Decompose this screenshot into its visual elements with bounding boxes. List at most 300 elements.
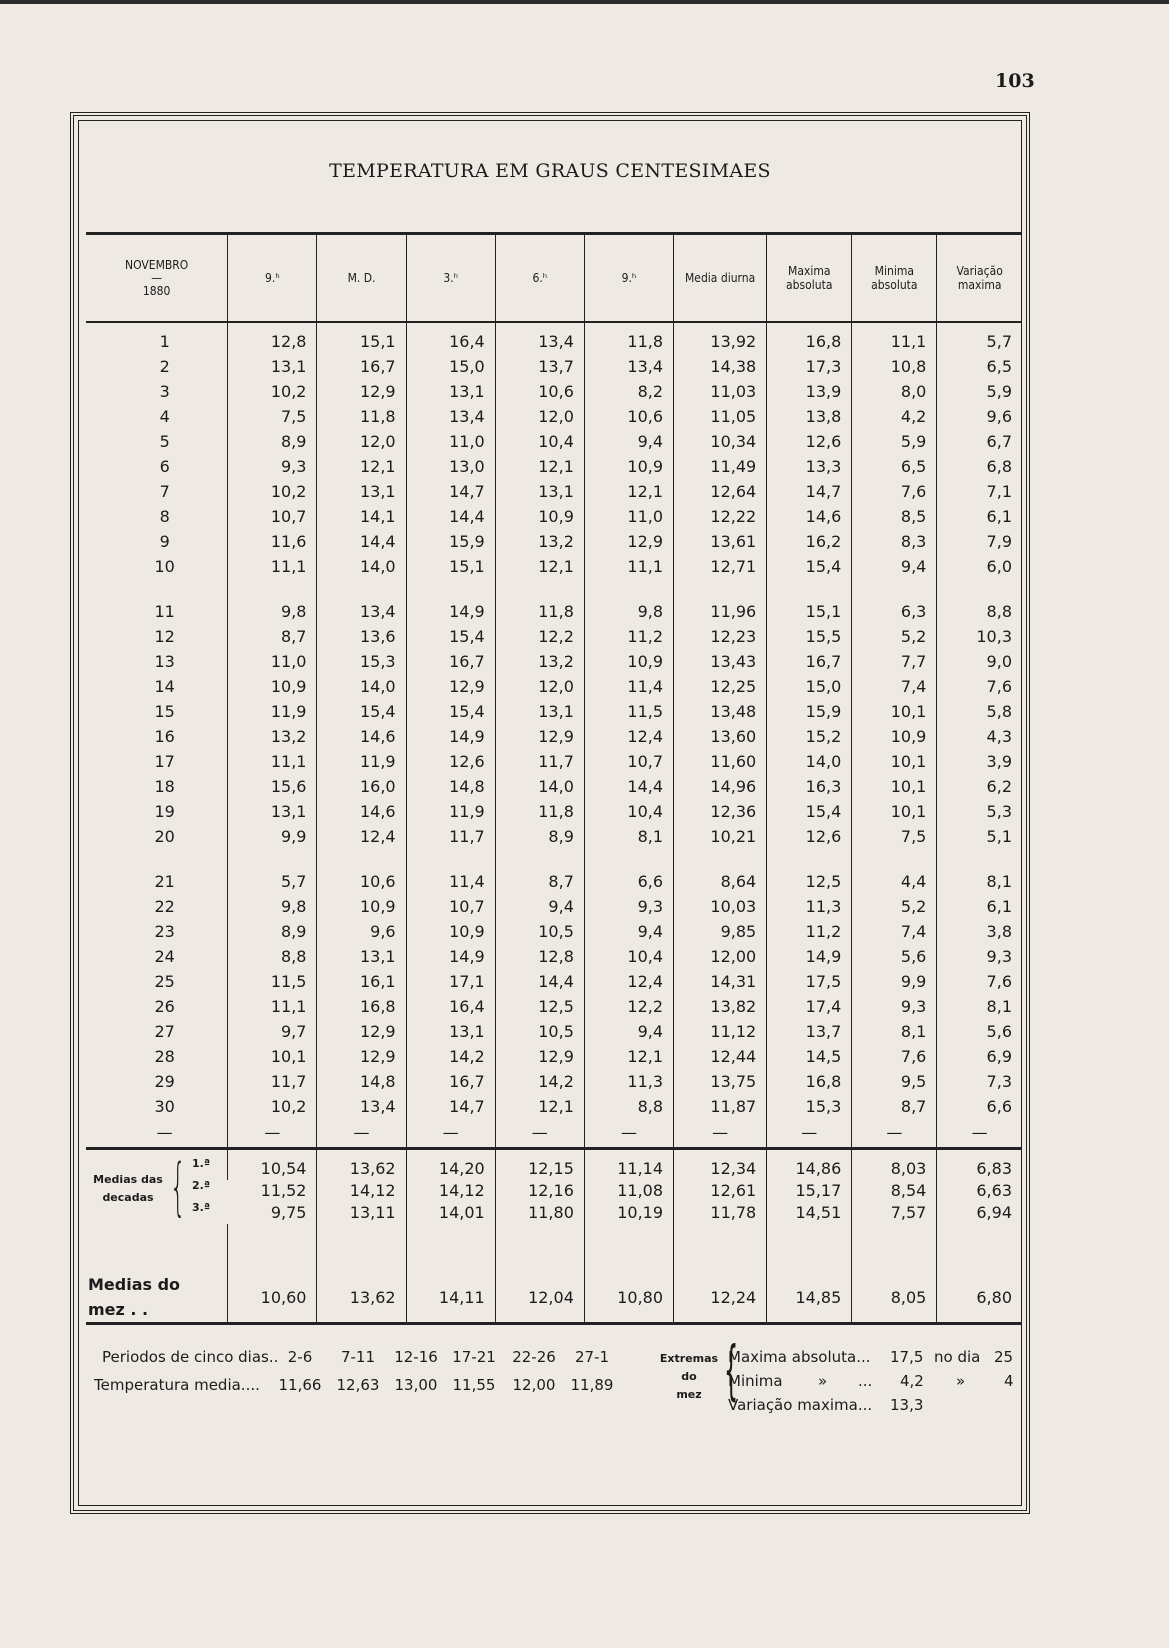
day-cell: 2 xyxy=(159,357,170,376)
day-cell: 17 xyxy=(154,752,175,771)
value-cell: 14,6 xyxy=(767,504,852,529)
dash-cell: — xyxy=(767,1119,852,1149)
value-cell: 12,4 xyxy=(584,969,673,994)
header-year: 1880 xyxy=(142,284,171,298)
extremas-minima-dia-ditto: » xyxy=(956,1372,966,1390)
value-cell: 13,1 xyxy=(495,699,584,724)
value-cell: 16,4 xyxy=(406,994,495,1019)
decadas-brace: { xyxy=(170,1150,186,1223)
value-cell: 16,3 xyxy=(767,774,852,799)
value-cell: 11,4 xyxy=(584,674,673,699)
value-cell: 12,71 xyxy=(674,554,767,579)
value-cell: 14,4 xyxy=(584,774,673,799)
value-cell: 7,6 xyxy=(852,479,937,504)
periodo-cell: 2-6 xyxy=(287,1348,313,1366)
value-cell: 12,36 xyxy=(674,799,767,824)
value-cell: 12,64 xyxy=(674,479,767,504)
value-cell: 8,8 xyxy=(228,944,317,969)
value-cell: 8,8 xyxy=(937,599,1022,624)
value-cell: 14,2 xyxy=(495,1069,584,1094)
value-cell: 14,8 xyxy=(406,774,495,799)
value-cell: 12,1 xyxy=(317,454,406,479)
table-row xyxy=(86,994,1022,1019)
value-cell: 10,8 xyxy=(852,354,937,379)
value-cell: 8,7 xyxy=(495,869,584,894)
table-row xyxy=(86,599,1022,624)
value-cell: 14,7 xyxy=(406,1094,495,1119)
gap-cell xyxy=(406,1224,495,1272)
value-cell: 8,3 xyxy=(852,529,937,554)
value-cell: 15,4 xyxy=(406,624,495,649)
value-cell: 13,1 xyxy=(406,379,495,404)
day-cell: 27 xyxy=(154,1022,175,1041)
page-number: 103 xyxy=(995,70,1035,92)
value-cell: 17,1 xyxy=(406,969,495,994)
value-cell: 15,1 xyxy=(406,554,495,579)
spacer-cell xyxy=(767,579,852,599)
value-cell: 13,75 xyxy=(674,1069,767,1094)
value-cell: 12,6 xyxy=(767,429,852,454)
value-cell: 13,43 xyxy=(674,649,767,674)
decada-ordinal: 1.ª xyxy=(192,1157,211,1170)
value-cell: 14,0 xyxy=(767,749,852,774)
value-cell: 14,9 xyxy=(767,944,852,969)
gap-cell xyxy=(852,1224,937,1272)
value-cell: 15,1 xyxy=(767,599,852,624)
table-row xyxy=(86,1019,1022,1044)
value-cell: 12,9 xyxy=(584,529,673,554)
spacer-cell xyxy=(406,849,495,869)
decada-value-cell: 7,57 xyxy=(852,1202,937,1224)
value-cell: 8,1 xyxy=(584,824,673,849)
page-top-edge xyxy=(0,0,1169,4)
decade-spacer-row xyxy=(86,849,1022,869)
value-cell: 13,2 xyxy=(228,724,317,749)
value-cell: 14,8 xyxy=(317,1069,406,1094)
periodo-cell: 17-21 xyxy=(452,1348,496,1366)
value-cell: 5,8 xyxy=(937,699,1022,724)
value-cell: 14,4 xyxy=(317,529,406,554)
value-cell: 9,3 xyxy=(852,994,937,1019)
medias-decadas-line1: Medias das xyxy=(93,1173,163,1186)
day-cell: 25 xyxy=(154,972,175,991)
value-cell: 5,7 xyxy=(937,322,1022,354)
day-cell: 10 xyxy=(154,557,175,576)
value-cell: 12,2 xyxy=(584,994,673,1019)
dash-cell: — xyxy=(228,1119,317,1149)
extremas-label xyxy=(654,1350,724,1404)
value-cell: 8,7 xyxy=(228,624,317,649)
value-cell: 6,2 xyxy=(937,774,1022,799)
value-cell: 7,4 xyxy=(852,674,937,699)
decada-value-cell: 10,54 xyxy=(228,1149,317,1181)
table-row xyxy=(86,429,1022,454)
value-cell: 9,6 xyxy=(317,919,406,944)
value-cell: 9,6 xyxy=(937,404,1022,429)
value-cell: 12,0 xyxy=(317,429,406,454)
dash-cell: — xyxy=(317,1119,406,1149)
gap-cell xyxy=(767,1224,852,1272)
value-cell: 14,6 xyxy=(317,724,406,749)
extremas-label-line2: do xyxy=(681,1370,697,1383)
value-cell: 12,0 xyxy=(495,674,584,699)
value-cell: 5,2 xyxy=(852,624,937,649)
value-cell: 10,2 xyxy=(228,479,317,504)
value-cell: 11,8 xyxy=(317,404,406,429)
extremas-minima-ditto: » xyxy=(818,1372,828,1390)
value-cell: 14,7 xyxy=(767,479,852,504)
spacer-cell xyxy=(317,579,406,599)
value-cell: 16,7 xyxy=(406,649,495,674)
value-cell: 13,3 xyxy=(767,454,852,479)
value-cell: 10,21 xyxy=(674,824,767,849)
value-cell: 9,8 xyxy=(228,894,317,919)
decada-value-cell: 6,63 xyxy=(937,1180,1022,1202)
spacer-cell xyxy=(86,849,228,869)
value-cell: 11,3 xyxy=(767,894,852,919)
day-cell: 6 xyxy=(159,457,170,476)
decada-value-cell: 13,11 xyxy=(317,1202,406,1224)
day-cell: 14 xyxy=(154,677,175,696)
value-cell: 5,9 xyxy=(937,379,1022,404)
value-cell: 11,2 xyxy=(767,919,852,944)
value-cell: 4,2 xyxy=(852,404,937,429)
table-row xyxy=(86,454,1022,479)
value-cell: 6,9 xyxy=(937,1044,1022,1069)
value-cell: 13,2 xyxy=(495,649,584,674)
value-cell: 15,1 xyxy=(317,322,406,354)
extremas-maxima-dia-label: no dia xyxy=(934,1348,981,1366)
value-cell: 14,0 xyxy=(317,554,406,579)
value-cell: 11,05 xyxy=(674,404,767,429)
value-cell: 15,4 xyxy=(406,699,495,724)
value-cell: 10,2 xyxy=(228,379,317,404)
value-cell: 14,7 xyxy=(406,479,495,504)
temp-media-cell: 12,63 xyxy=(336,1376,380,1394)
value-cell: 10,9 xyxy=(584,649,673,674)
value-cell: 12,8 xyxy=(228,322,317,354)
decada-value-cell: 6,83 xyxy=(937,1149,1022,1181)
value-cell: 12,6 xyxy=(767,824,852,849)
day-cell: 18 xyxy=(154,777,175,796)
value-cell: 5,6 xyxy=(852,944,937,969)
value-cell: 12,9 xyxy=(317,379,406,404)
mes-value-cell: 13,62 xyxy=(317,1272,406,1324)
table-row xyxy=(86,504,1022,529)
spacer-cell xyxy=(317,849,406,869)
value-cell: 15,9 xyxy=(767,699,852,724)
value-cell: 10,9 xyxy=(317,894,406,919)
spacer-cell xyxy=(674,579,767,599)
table-row xyxy=(86,404,1022,429)
table-row xyxy=(86,749,1022,774)
value-cell: 12,1 xyxy=(495,1094,584,1119)
mes-value-cell: 10,80 xyxy=(584,1272,673,1324)
value-cell: 10,7 xyxy=(228,504,317,529)
table-row xyxy=(86,869,1022,894)
value-cell: 14,9 xyxy=(406,724,495,749)
header-col-9h-night: 9.ʰ xyxy=(584,234,673,323)
value-cell: 6,1 xyxy=(937,894,1022,919)
value-cell: 13,82 xyxy=(674,994,767,1019)
value-cell: 11,7 xyxy=(495,749,584,774)
value-cell: 11,1 xyxy=(852,322,937,354)
header-month-year xyxy=(86,234,228,323)
table-row xyxy=(86,969,1022,994)
extremas-label-line3: mez xyxy=(676,1388,702,1401)
gap-row xyxy=(86,1224,1022,1272)
extremas-maxima xyxy=(728,1348,1014,1366)
header-dash: — xyxy=(151,271,163,285)
decada-value-cell: 14,12 xyxy=(317,1180,406,1202)
value-cell: 9,7 xyxy=(228,1019,317,1044)
extremas-variacao-value: 13,3 xyxy=(890,1396,924,1414)
value-cell: 13,4 xyxy=(317,599,406,624)
spacer-cell xyxy=(937,579,1022,599)
value-cell: 15,3 xyxy=(767,1094,852,1119)
decada-value-cell: 14,20 xyxy=(406,1149,495,1181)
value-cell: 10,7 xyxy=(584,749,673,774)
value-cell: 7,5 xyxy=(852,824,937,849)
value-cell: 6,5 xyxy=(852,454,937,479)
value-cell: 9,9 xyxy=(228,824,317,849)
value-cell: 13,1 xyxy=(495,479,584,504)
value-cell: 13,60 xyxy=(674,724,767,749)
medias-decadas-label xyxy=(86,1149,228,1225)
value-cell: 7,5 xyxy=(228,404,317,429)
spacer-cell xyxy=(228,579,317,599)
value-cell: 5,7 xyxy=(228,869,317,894)
day-cell: 1 xyxy=(159,332,170,351)
value-cell: 14,96 xyxy=(674,774,767,799)
value-cell: 15,9 xyxy=(406,529,495,554)
value-cell: 14,38 xyxy=(674,354,767,379)
header-col-3h: 3.ʰ xyxy=(406,234,495,323)
value-cell: 10,4 xyxy=(495,429,584,454)
value-cell: 9,3 xyxy=(584,894,673,919)
table-row xyxy=(86,674,1022,699)
value-cell: 7,6 xyxy=(937,674,1022,699)
table-row xyxy=(86,1069,1022,1094)
value-cell: 10,6 xyxy=(584,404,673,429)
value-cell: 12,1 xyxy=(495,554,584,579)
value-cell: 12,9 xyxy=(495,1044,584,1069)
value-cell: 12,9 xyxy=(495,724,584,749)
value-cell: 9,4 xyxy=(584,429,673,454)
value-cell: 9,9 xyxy=(852,969,937,994)
value-cell: 8,9 xyxy=(495,824,584,849)
gap-cell xyxy=(584,1224,673,1272)
value-cell: 16,4 xyxy=(406,322,495,354)
value-cell: 15,0 xyxy=(406,354,495,379)
value-cell: 10,7 xyxy=(406,894,495,919)
value-cell: 11,2 xyxy=(584,624,673,649)
table-row xyxy=(86,379,1022,404)
value-cell: 13,92 xyxy=(674,322,767,354)
day-cell: 21 xyxy=(154,872,175,891)
day-cell: 11 xyxy=(154,602,175,621)
extremas-maxima-label: Maxima absoluta... xyxy=(728,1348,871,1366)
day-cell: 13 xyxy=(154,652,175,671)
decada-value-cell: 14,01 xyxy=(406,1202,495,1224)
value-cell: 10,6 xyxy=(495,379,584,404)
day-cell: 26 xyxy=(154,997,175,1016)
spacer-cell xyxy=(852,579,937,599)
dash-cell: — xyxy=(584,1119,673,1149)
value-cell: 5,1 xyxy=(937,824,1022,849)
mes-value-cell: 8,05 xyxy=(852,1272,937,1324)
value-cell: 12,1 xyxy=(495,454,584,479)
value-cell: 16,7 xyxy=(317,354,406,379)
decada-value-cell: 11,78 xyxy=(674,1202,767,1224)
value-cell: 12,23 xyxy=(674,624,767,649)
value-cell: 13,2 xyxy=(495,529,584,554)
temp-media-cell: 13,00 xyxy=(394,1376,438,1394)
value-cell: 14,5 xyxy=(767,1044,852,1069)
extremas-variacao-label: Variação maxima... xyxy=(728,1396,873,1414)
value-cell: 9,4 xyxy=(852,554,937,579)
dash-cell: — xyxy=(937,1119,1022,1149)
value-cell: 8,1 xyxy=(852,1019,937,1044)
spacer-cell xyxy=(406,579,495,599)
value-cell: 10,1 xyxy=(852,774,937,799)
table-row xyxy=(86,529,1022,554)
value-cell: 7,3 xyxy=(937,1069,1022,1094)
value-cell: 10,9 xyxy=(495,504,584,529)
value-cell: 10,9 xyxy=(406,919,495,944)
day-cell: 3 xyxy=(159,382,170,401)
medias-decadas-text xyxy=(88,1171,168,1207)
day-cell: 4 xyxy=(159,407,170,426)
value-cell: 16,2 xyxy=(767,529,852,554)
value-cell: 14,0 xyxy=(495,774,584,799)
header-row xyxy=(86,234,1022,323)
value-cell: 6,6 xyxy=(937,1094,1022,1119)
value-cell: 13,4 xyxy=(406,404,495,429)
spacer-cell xyxy=(228,849,317,869)
header-col-6h: 6.ʰ xyxy=(495,234,584,323)
value-cell: 12,4 xyxy=(584,724,673,749)
value-cell: 11,5 xyxy=(228,969,317,994)
value-cell: 5,3 xyxy=(937,799,1022,824)
decada-value-cell: 8,54 xyxy=(852,1180,937,1202)
decada-value-cell: 14,12 xyxy=(406,1180,495,1202)
value-cell: 15,5 xyxy=(767,624,852,649)
value-cell: 15,6 xyxy=(228,774,317,799)
value-cell: 13,4 xyxy=(584,354,673,379)
value-cell: 13,7 xyxy=(495,354,584,379)
spacer-cell xyxy=(937,849,1022,869)
spacer-cell xyxy=(767,849,852,869)
decada-value-cell: 12,15 xyxy=(495,1149,584,1181)
value-cell: 10,5 xyxy=(495,919,584,944)
value-cell: 13,4 xyxy=(317,1094,406,1119)
value-cell: 12,8 xyxy=(495,944,584,969)
value-cell: 8,2 xyxy=(584,379,673,404)
value-cell: 10,4 xyxy=(584,944,673,969)
periodo-cell: 7-11 xyxy=(340,1348,376,1366)
header-col-9h: 9.ʰ xyxy=(228,234,317,323)
table-row xyxy=(86,1044,1022,1069)
decada-value-cell: 8,03 xyxy=(852,1149,937,1181)
periodo-cell: 27-1 xyxy=(574,1348,610,1366)
table-row xyxy=(86,322,1022,354)
value-cell: 11,8 xyxy=(584,322,673,354)
value-cell: 11,87 xyxy=(674,1094,767,1119)
day-cell: 16 xyxy=(154,727,175,746)
extremas-maxima-dia: 25 xyxy=(994,1348,1014,1366)
value-cell: 5,2 xyxy=(852,894,937,919)
value-cell: 12,00 xyxy=(674,944,767,969)
extremas-variacao xyxy=(728,1396,924,1414)
value-cell: 15,4 xyxy=(767,799,852,824)
value-cell: 7,6 xyxy=(852,1044,937,1069)
value-cell: 16,8 xyxy=(317,994,406,1019)
value-cell: 7,1 xyxy=(937,479,1022,504)
table-row xyxy=(86,554,1022,579)
value-cell: 16,7 xyxy=(406,1069,495,1094)
table-row xyxy=(86,894,1022,919)
value-cell: 7,6 xyxy=(937,969,1022,994)
value-cell: 15,0 xyxy=(767,674,852,699)
value-cell: 14,4 xyxy=(406,504,495,529)
value-cell: 11,1 xyxy=(228,994,317,1019)
value-cell: 13,8 xyxy=(767,404,852,429)
value-cell: 8,64 xyxy=(674,869,767,894)
medias-decadas-wrap xyxy=(86,1150,227,1223)
value-cell: 7,4 xyxy=(852,919,937,944)
value-cell: 8,5 xyxy=(852,504,937,529)
table-row xyxy=(86,479,1022,504)
day-cell: 15 xyxy=(154,702,175,721)
value-cell: 17,4 xyxy=(767,994,852,1019)
value-cell: 12,25 xyxy=(674,674,767,699)
value-cell: 10,9 xyxy=(584,454,673,479)
day-cell: 12 xyxy=(154,627,175,646)
value-cell: 10,1 xyxy=(852,799,937,824)
day-cell: 8 xyxy=(159,507,170,526)
gap-cell xyxy=(317,1224,406,1272)
spacer-cell xyxy=(584,579,673,599)
mes-value-cell: 12,24 xyxy=(674,1272,767,1324)
value-cell: 16,1 xyxy=(317,969,406,994)
value-cell: 11,0 xyxy=(228,649,317,674)
day-cell: 7 xyxy=(159,482,170,501)
day-cell: 20 xyxy=(154,827,175,846)
gap-cell xyxy=(495,1224,584,1272)
extremas-label-line1: Extremas xyxy=(659,1352,719,1365)
value-cell: 11,60 xyxy=(674,749,767,774)
value-cell: 11,9 xyxy=(406,799,495,824)
value-cell: 13,61 xyxy=(674,529,767,554)
value-cell: 8,9 xyxy=(228,429,317,454)
value-cell: 11,8 xyxy=(495,799,584,824)
value-cell: 10,9 xyxy=(228,674,317,699)
day-cell: 28 xyxy=(154,1047,175,1066)
decada-value-cell: 11,08 xyxy=(584,1180,673,1202)
value-cell: 11,12 xyxy=(674,1019,767,1044)
value-cell: 12,22 xyxy=(674,504,767,529)
medias-mes-label: Medias do mez . . xyxy=(86,1272,228,1324)
day-cell: 19 xyxy=(154,802,175,821)
value-cell: 13,7 xyxy=(767,1019,852,1044)
value-cell: 10,6 xyxy=(317,869,406,894)
value-cell: 16,8 xyxy=(767,322,852,354)
value-cell: 11,4 xyxy=(406,869,495,894)
table-row xyxy=(86,799,1022,824)
value-cell: 13,1 xyxy=(228,799,317,824)
gap-cell xyxy=(937,1224,1022,1272)
